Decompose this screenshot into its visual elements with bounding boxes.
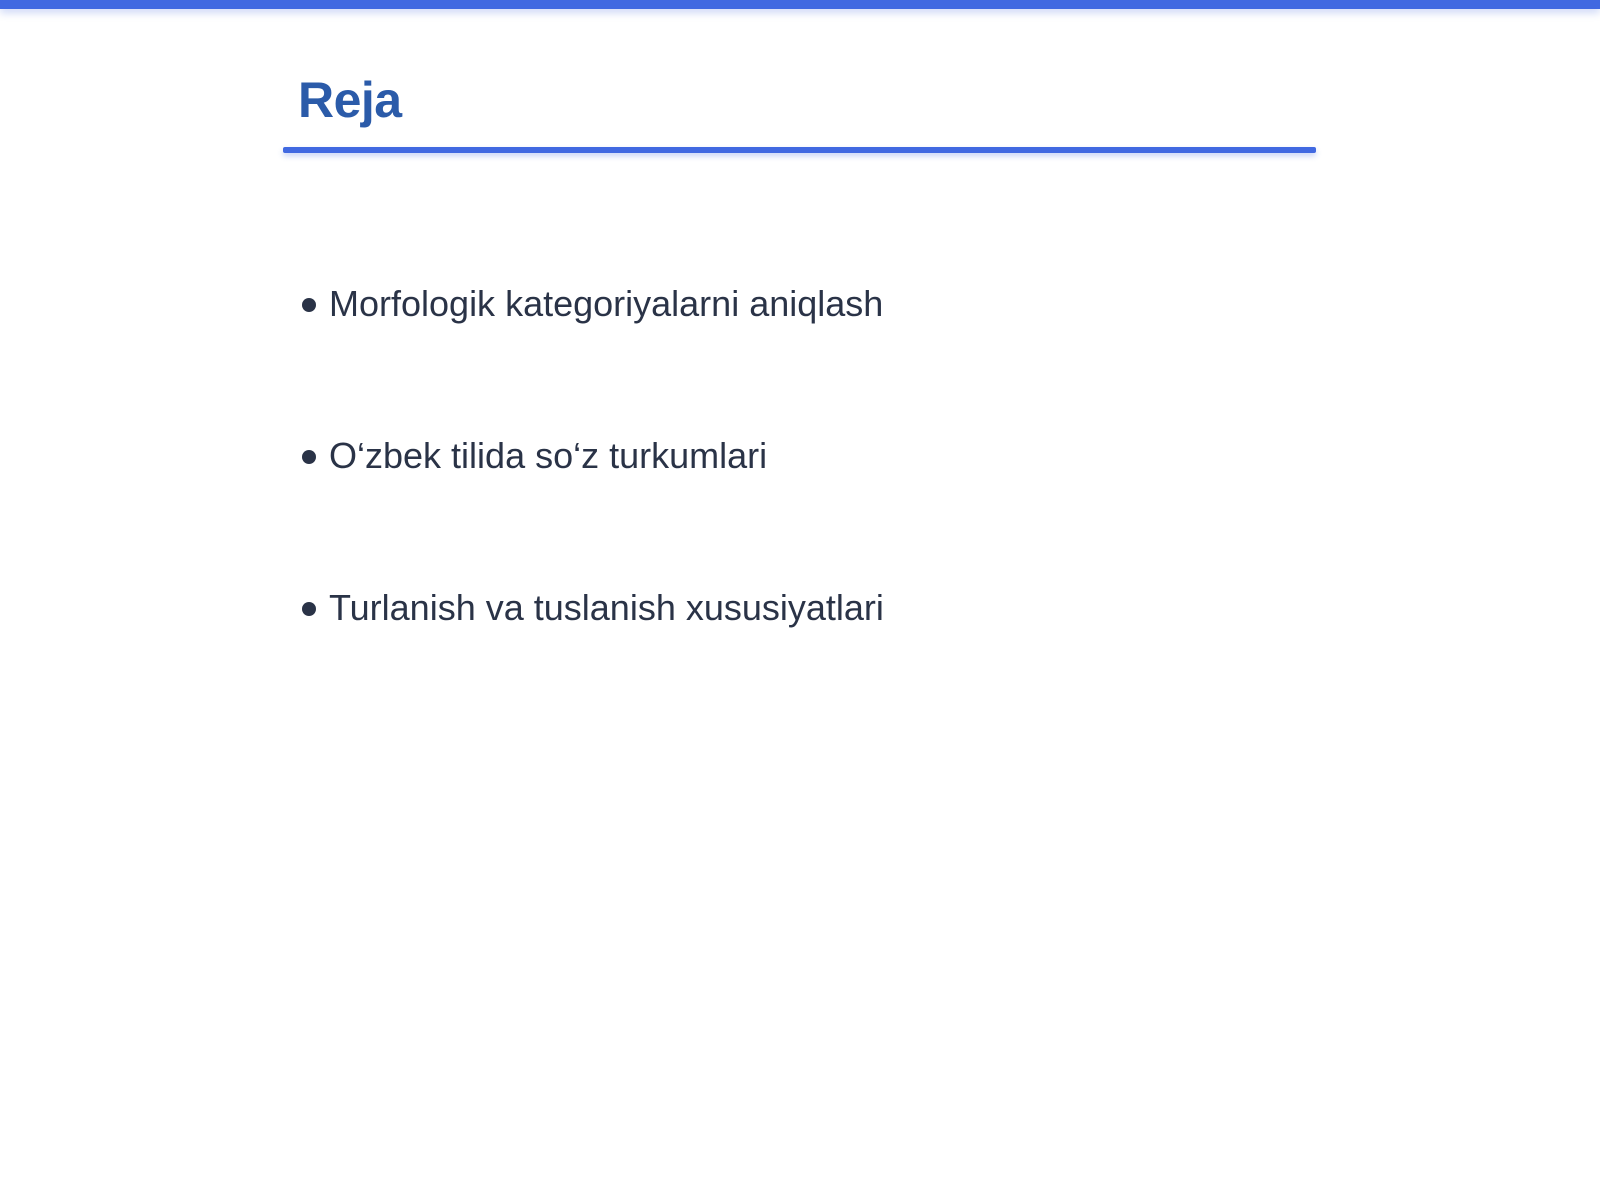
bullet-text: Turlanish va tuslanish xususiyatlari [329, 587, 884, 628]
title-underline [283, 147, 1316, 153]
slide-title: Reja [298, 72, 402, 128]
bullet-icon [302, 298, 316, 312]
bullet-text: O‘zbek tilida so‘z turkumlari [329, 435, 768, 476]
bullet-icon [302, 450, 316, 464]
top-accent-bar [0, 0, 1600, 9]
bullet-icon [302, 602, 316, 616]
bullet-text: Morfologik kategoriyalarni aniqlash [329, 283, 884, 324]
